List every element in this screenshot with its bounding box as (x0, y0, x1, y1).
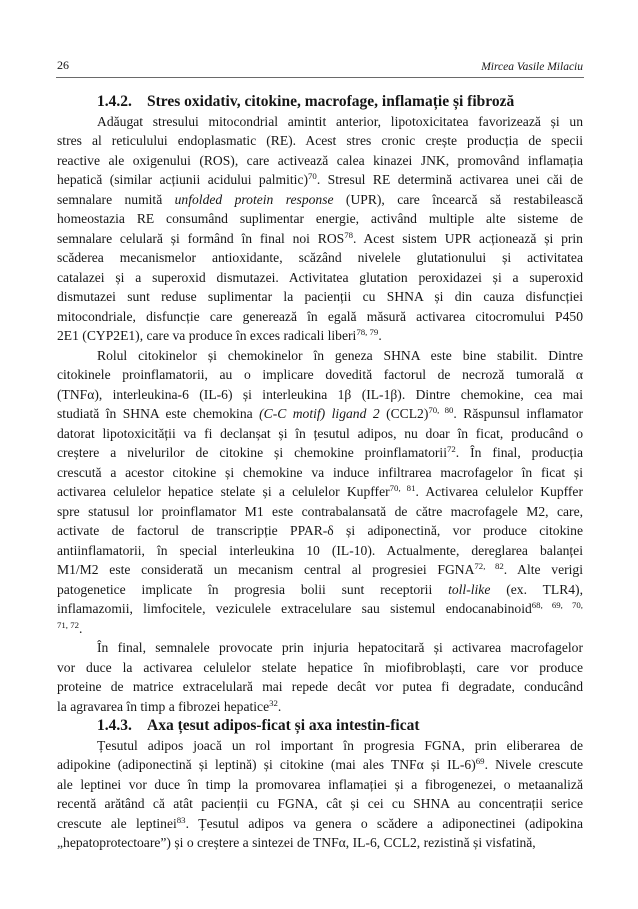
text-line (57, 755, 583, 775)
text-run: . Alte verigi (503, 562, 583, 577)
text-run: M1/M2 este considerată un mecanism central al progresiei FGNA (57, 562, 475, 577)
text-run: semnalare celulară și formând în final noi ROS (57, 230, 345, 246)
section-heading (57, 92, 583, 112)
text-line (57, 833, 583, 853)
citation-superscript: 72 (446, 444, 456, 454)
text-line (57, 229, 583, 249)
text-line (57, 463, 583, 483)
text-run: activarea celulelor hepatice stelate și a celulelor Kupffer (57, 484, 390, 499)
text-run: citokinele proinflamatorii, au o implicare dovedită factorul de necroză tumorală α (57, 367, 583, 382)
text-line (57, 814, 583, 834)
text-line (57, 131, 583, 151)
text-line (57, 112, 583, 132)
text-line (57, 521, 583, 541)
text-line (57, 541, 583, 561)
text-run: proteine de matrice extracelulară mai repede decât vor putea fi degradate, conducând (57, 679, 583, 694)
text-line (57, 424, 583, 444)
text-line (57, 365, 583, 385)
text-run: (CCL2) (379, 406, 429, 421)
page-body (57, 92, 583, 853)
text-line (57, 482, 583, 502)
citation-superscript: 70, 80 (428, 405, 454, 415)
text-run: studiată în SHNA este chemokina (57, 406, 260, 421)
text-line (57, 385, 583, 405)
text-run: activate de factorul de transcripție PPAR-δ și adiponectină, vor produce citokine (57, 523, 583, 538)
text-line (57, 502, 583, 522)
text-run: Țesutul adipos joacă un rol important în progresia FGNA, prin eliberarea de (97, 737, 583, 753)
text-run: crescute ale leptinei (57, 815, 177, 831)
text-line (57, 619, 583, 639)
page-number: 26 (57, 58, 69, 72)
paragraph (57, 638, 583, 716)
text-line (57, 326, 583, 346)
italic-term: unfolded protein response (174, 191, 334, 207)
text-run: . Stresul RE determină activarea unei căi de (316, 172, 583, 187)
text-run: catalazei și a superoxid dismutazei. Activitatea glutation peroxidazei și a superoxid (57, 269, 583, 285)
section-number: 1.4.2. (97, 93, 132, 110)
text-line (57, 170, 583, 190)
text-run: (TNFα), interleukina-6 (IL-6) și interleukina 1β (IL-1β). Dintre chemokine, cea mai (57, 386, 583, 402)
text-line (57, 736, 583, 756)
text-run: mitocondriale, disfuncție care generează în egală măsură activarea citocromului P450 (57, 308, 583, 324)
text-run: . În final, producția (455, 445, 584, 460)
text-run: . Activarea celulelor Kupffer (415, 484, 583, 499)
paragraph (57, 112, 583, 346)
text-line (57, 190, 583, 210)
citation-superscript: 78, 79 (356, 327, 379, 337)
text-line (57, 287, 583, 307)
text-line (57, 794, 583, 814)
citation-superscript: 32 (269, 697, 278, 708)
text-run: . Răspunsul inflamator (453, 406, 583, 421)
text-run: ale leptinei vor duce în timp la promovarea inflamației și a fibrogenezei, o metaanaliză (57, 776, 583, 792)
text-run: reactive ale oxigenului (ROS), care activează calea kinazei JNK, promovând inflamația (57, 152, 583, 168)
text-run: adipokine (adiponectină și leptină) și citokine (mai ales TNFα și IL-6) (57, 757, 476, 772)
text-run: hepatică (similar acțiunii acidului palmitic) (57, 172, 309, 187)
italic-term: (C-C motif) ligand 2 (259, 406, 380, 421)
text-run: În final, semnalele provocate prin injuria hepatocitară și activarea macrofagelor (97, 640, 583, 655)
text-run: (UPR), care încearcă să restabilească (333, 191, 583, 207)
text-run: la agravarea în timp a fibrozei hepatice (57, 698, 270, 714)
text-run: . (378, 328, 382, 343)
text-run: semnalare numită (57, 191, 175, 207)
text-run: . Țesutul adipos va genera o scădere a adiponectinei (adipokina (185, 815, 583, 831)
citation-superscript: 70 (308, 171, 317, 181)
section-title: Axa țesut adipos-ficat și axa intestin-ficat (147, 717, 420, 734)
text-line (57, 560, 583, 580)
citation-superscript: 72, 82 (474, 561, 504, 571)
text-line (57, 443, 583, 463)
text-run: Rolul citokinelor și chemokinelor în geneza SHNA este bine stabilit. Dintre (97, 347, 583, 363)
text-run: (ex. TLR4), (490, 581, 583, 597)
text-run: inflamazomii, limfocitele, veziculele extracelulare sau sistemul endocanabinoid (57, 601, 532, 616)
text-run: . (277, 698, 282, 714)
text-run: recentă arătând că atât pacienții cu FGNA, cât și cei cu SHNA au concentrații serice (57, 796, 583, 811)
section-heading (57, 716, 583, 736)
italic-term: toll-like (448, 581, 491, 597)
section-number: 1.4.3. (97, 717, 132, 734)
text-line (57, 658, 583, 678)
running-header (56, 56, 584, 78)
text-line (57, 677, 583, 697)
text-line (57, 580, 583, 600)
text-run: „hepatoprotectoare”) și o creștere a sintezei de TNFα, IL-6, CCL2, rezistină și visfatină, (57, 835, 536, 850)
text-line (57, 248, 583, 268)
text-run: patogenetice implicate în progresia bolii sunt receptorii (57, 581, 449, 597)
citation-superscript: 83 (176, 814, 186, 825)
text-run: vor duce la activarea celulelor stelate hepatice în miofibroblaști, care vor produce (57, 659, 583, 675)
text-run: 2E1 (CYP2E1), care va produce în exces radicali liberi (57, 328, 357, 343)
text-run: . (79, 620, 83, 636)
text-run: scăderea mecanismelor antioxidante, scăzând nivelele glutationului și activitatea (57, 250, 583, 265)
running-header-author: Mircea Vasile Milaciu (481, 61, 583, 73)
text-line (57, 404, 583, 424)
paragraph (57, 346, 583, 639)
text-line (57, 268, 583, 288)
citation-superscript: 70, 81 (389, 483, 416, 493)
section-title: Stres oxidativ, citokine, macrofage, inflamație și fibroză (147, 93, 515, 110)
citation-superscript: 78 (344, 229, 354, 240)
text-run: crescută a acestor citokine și chemokine va induce infiltrarea macrofagelor în ficat și (57, 464, 583, 480)
text-run: . Nivele crescute (484, 757, 583, 772)
text-line (57, 209, 583, 229)
text-run: datorat lipotoxicității va fi declanșat și în țesutul adipos, nu doar în ficat, producând o (57, 425, 583, 441)
text-run: antiinflamatorii, în special interleukina 10 (IL-10). Actualmente, dereglarea balanței (57, 542, 583, 558)
text-line (57, 151, 583, 171)
text-line (57, 599, 583, 619)
text-run: stres al reticulului endoplasmatic (RE). Acest stres cronic crește producția de specii (57, 133, 583, 148)
text-line (57, 307, 583, 327)
text-run: creștere a nivelurilor de citokine și chemokine proinflamatorii (57, 445, 447, 460)
text-run: . Acest sistem UPR acționează și prin (353, 230, 583, 246)
text-line (57, 638, 583, 658)
text-line (57, 775, 583, 795)
citation-superscript: 71, 72 (57, 619, 79, 630)
text-run: dismutazei sunt reduse suplimentar la pacienții cu SHNA și din cauza disfuncției (57, 289, 583, 304)
text-run: homeostazia RE consumând suplimentar energie, activând multiple alte sisteme de (57, 211, 583, 226)
text-run: Adăugat stresului mitocondrial amintit anterior, lipotoxicitatea favorizează și un (97, 113, 583, 129)
text-run: spre statusul lor proinflamator M1 este contrabalansată de către macrofagele M2, care, (57, 503, 583, 519)
text-line (57, 697, 583, 717)
text-line (57, 346, 583, 366)
citation-superscript: 69 (475, 756, 485, 766)
citation-superscript: 68, 69, 70, (531, 600, 583, 610)
paragraph (57, 736, 583, 853)
